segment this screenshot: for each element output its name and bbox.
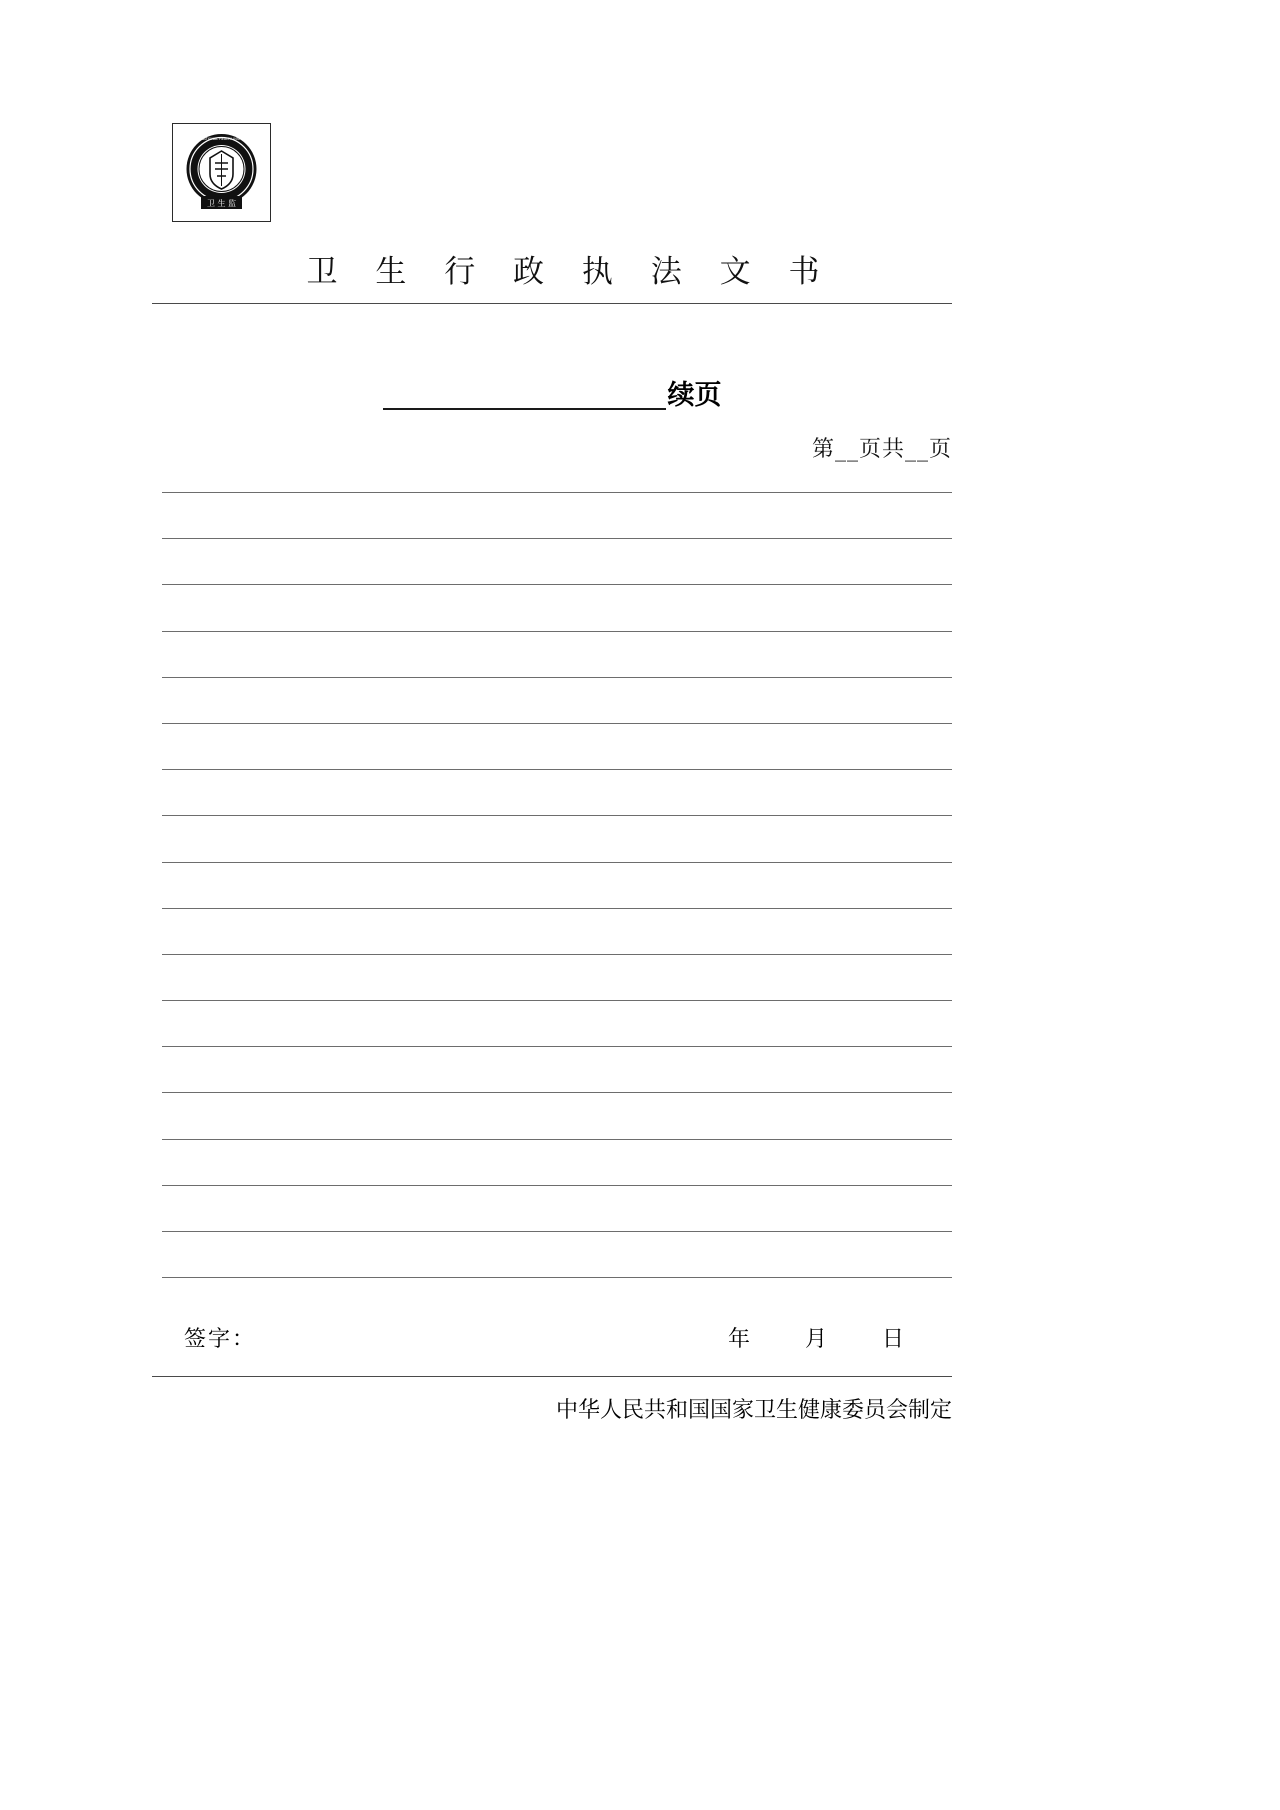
signature-row — [162, 1322, 952, 1362]
page-counter: 第__页共__页 — [811, 437, 952, 462]
writing-line[interactable] — [162, 1046, 952, 1047]
svg-text:CHINA NATIONAL HEALTH INSPECTI: CHINA NATIONAL HEALTH INSPECTION — [189, 137, 254, 141]
svg-text:卫 生 监: 卫 生 监 — [206, 199, 237, 208]
writing-line[interactable] — [162, 815, 952, 816]
date-label: 年 月 日 — [728, 1327, 928, 1352]
footer-issuer: 中华人民共和国国家卫生健康委员会制定 — [555, 1398, 952, 1423]
header-divider — [152, 303, 952, 304]
writing-line[interactable] — [162, 631, 952, 632]
footer-divider — [152, 1376, 952, 1377]
writing-line[interactable] — [162, 1139, 952, 1140]
writing-line[interactable] — [162, 862, 952, 863]
writing-line[interactable] — [162, 584, 952, 585]
writing-line[interactable] — [162, 1000, 952, 1001]
writing-line[interactable] — [162, 492, 952, 493]
writing-line[interactable] — [162, 677, 952, 678]
writing-line[interactable] — [162, 1092, 952, 1093]
document-name-blank[interactable] — [383, 380, 666, 410]
writing-line[interactable] — [162, 538, 952, 539]
subtitle-suffix: 续页 — [667, 380, 722, 411]
page-title: 卫 生 行 政 执 法 文 书 — [306, 254, 834, 290]
writing-line[interactable] — [162, 1231, 952, 1232]
writing-line[interactable] — [162, 1277, 952, 1278]
writing-line[interactable] — [162, 908, 952, 909]
signature-label: 签字： — [184, 1327, 257, 1352]
writing-lines — [162, 492, 952, 1323]
writing-line[interactable] — [162, 1185, 952, 1186]
writing-line[interactable] — [162, 769, 952, 770]
emblem-icon — [173, 124, 270, 221]
subtitle-row — [152, 370, 952, 410]
writing-line[interactable] — [162, 723, 952, 724]
national-health-inspection-emblem — [172, 123, 271, 222]
writing-line[interactable] — [162, 954, 952, 955]
